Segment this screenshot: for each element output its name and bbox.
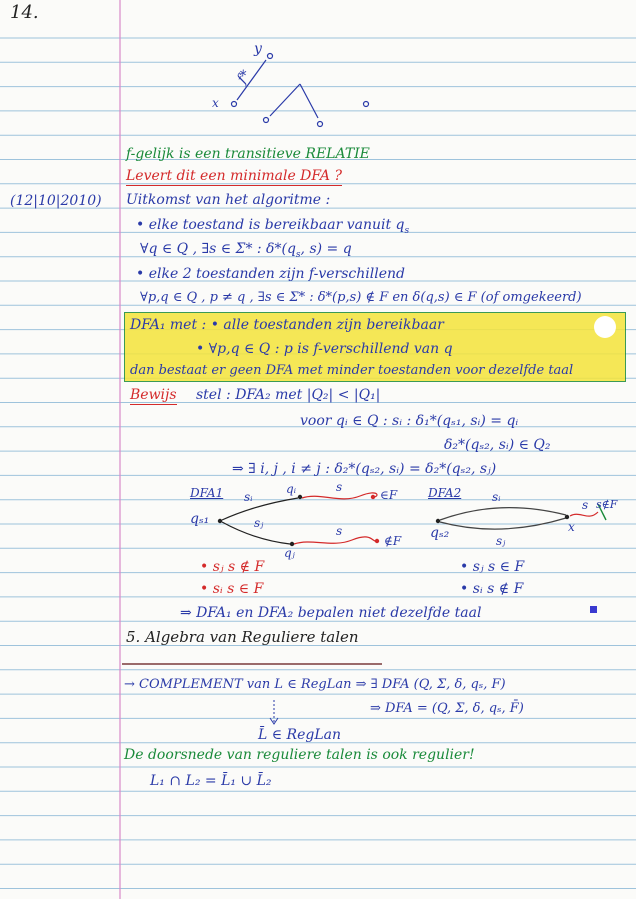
dfa1-start: qₛ₁ [190,511,210,527]
dfa2-sj: sⱼ [496,534,506,548]
graph-label-fstar: f* [234,67,255,87]
dfa2-si: sᵢ [492,490,501,504]
dfa1-s-top: s [336,480,343,494]
dfa1-qj: qⱼ [284,546,295,560]
line-outcome: Uitkomst van het algoritme : [126,192,331,208]
graph-label-x: x [212,96,219,110]
dfa2-diagram [436,504,606,529]
section-heading: 5. Algebra van Reguliere talen [126,628,359,646]
dfa1-s-bot: s [336,524,343,538]
line-forall-pq: ∀p,q ∈ Q , p ≠ q , ∃s ∈ Σ* : δ*(p,s) ∉ F en δ(q,s) ∈ F (of omgekeerd) [140,290,582,305]
line-delta2: δ₂*(qₛ₂, sᵢ) ∈ Q₂ [444,437,551,453]
dfa1-case-sj: • sⱼ s ∉ F [200,559,265,575]
line-de-morgan: L₁ ∩ L₂ = L̄₁ ∪ L̄₂ [150,773,272,789]
line-dfa1-distinct: • ∀p,q ∈ Q : p is f-verschillend van q [196,341,453,357]
purple-square [590,606,597,613]
line-transitive: f-gelijk is een transitieve RELATIE [126,146,370,162]
line-exists-ij: ⇒ ∃ i, j , i ≠ j : δ₂*(qₛ₂, sᵢ) = δ₂*(qₛ₂, sⱼ) [232,461,497,477]
line-no-smaller-dfa: dan bestaat er geen DFA met minder toestanden voor dezelfde taal [130,363,574,378]
top-graph [232,54,369,127]
highlight-circle [594,316,616,338]
dfa2-x: x [568,520,575,534]
proof-label: Bewijs [130,387,177,403]
line-intersection: De doorsnede van reguliere talen is ook regulier! [124,747,475,763]
dfa1-case-si: • sᵢ s ∈ F [200,581,264,597]
dfa1-qi: qᵢ [286,482,297,496]
dfa2-title: DFA2 [428,486,462,500]
dfa1-title: DFA1 [190,486,224,500]
dfa2-sf: s∉F [596,498,618,511]
line-dfa1-with: DFA₁ met : • alle toestanden zijn bereikbaar [130,317,444,333]
line-complement-dfa: ⇒ DFA = (Q, Σ, δ, qₛ, F̄) [370,701,524,716]
date: (12|10|2010) [10,193,102,209]
line-suppose: stel : DFA₂ met |Q₂| < |Q₁| [196,387,381,403]
line-complement: → COMPLEMENT van L ∈ RegLan ⇒ ∃ DFA (Q, Σ, δ, qₛ, F) [124,677,506,692]
dfa1-in-f: ∈F [380,488,398,502]
line-minimal-question: Levert dit een minimale DFA ? [126,168,342,184]
dfa2-case-sj: • sⱼ s ∈ F [460,559,525,575]
graph-label-y: y [254,41,262,57]
line-f-distinct: • elke 2 toestanden zijn f-verschillend [136,266,405,282]
page-number: 14. [10,2,39,23]
dfa1-si: sᵢ [244,490,253,504]
dfa2-start: qₛ₂ [430,525,450,541]
line-reachable: • elke toestand is bereikbaar vanuit $q_s$ [136,217,410,236]
dfa1-sj: sⱼ [254,516,264,530]
line-for-qi: voor qᵢ ∈ Q : sᵢ : δ₁*(qₛ₁, sᵢ) = qᵢ [300,413,519,429]
dfa2-case-si: • sᵢ s ∉ F [460,581,524,597]
line-forall-q: ∀q ∈ Q , ∃s ∈ Σ* : $\delta*(q_s$, s) = q [140,241,352,260]
line-complement-reglan: L̄ ∈ RegLan [258,727,342,743]
dfa1-notin-f: ∉F [384,534,402,548]
dfa1-diagram [218,493,379,546]
line-conclusion: ⇒ DFA₁ en DFA₂ bepalen niet dezelfde taal [180,605,482,621]
dfa2-s: s [582,498,589,512]
